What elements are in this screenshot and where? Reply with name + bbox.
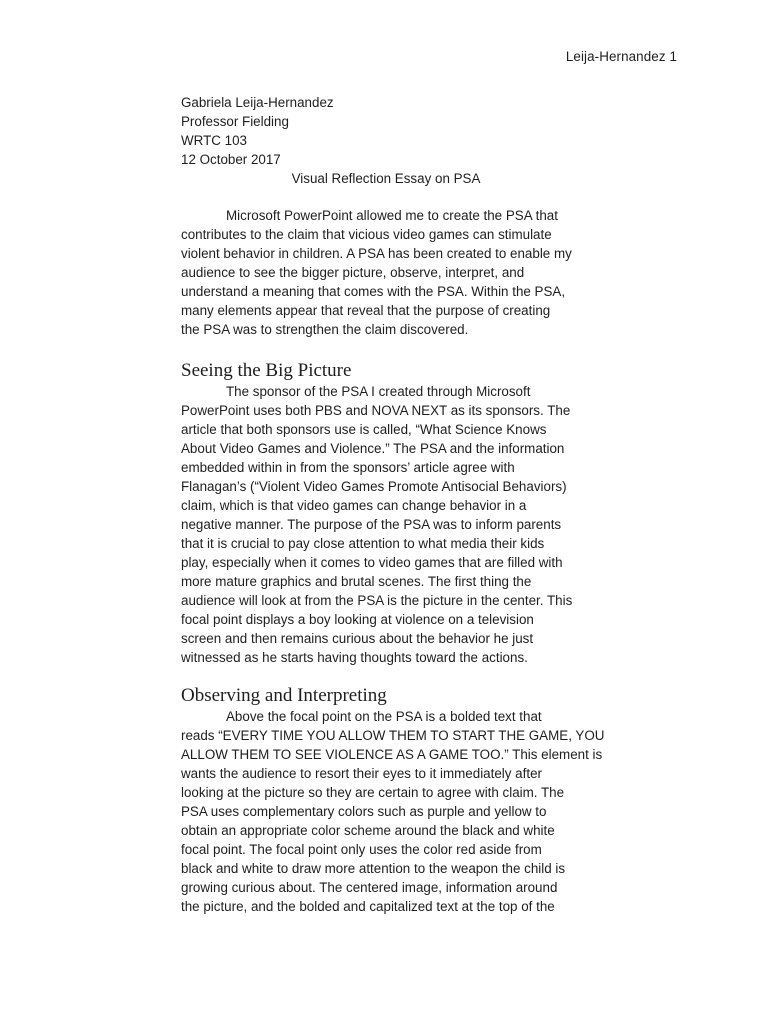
paragraph-line: many elements appear that reveal that the purpose of creating: [181, 303, 551, 318]
intro-paragraph: [181, 206, 591, 339]
paragraph-line: claim, which is that video games can change behavior in a: [181, 498, 527, 513]
paragraph-line: reads “EVERY TIME YOU ALLOW THEM TO START THE GAME, YOU: [181, 728, 605, 743]
paragraph-line: embedded within in from the sponsors’ article agree with: [181, 460, 515, 475]
paragraph-line: contributes to the claim that vicious video games can stimulate: [181, 227, 552, 242]
course-code: WRTC 103: [181, 133, 247, 148]
paragraph-line: growing curious about. The centered image, information around: [181, 880, 558, 895]
section-heading-observing: Observing and Interpreting: [181, 685, 387, 706]
paragraph-line: About Video Games and Violence.” The PSA and the information: [181, 441, 565, 456]
paragraph-line: black and white to draw more attention to the weapon the child is: [181, 861, 566, 876]
paragraph-line: article that both sponsors use is called, “What Science Knows: [181, 422, 547, 437]
essay-date: 12 October 2017: [181, 152, 281, 167]
essay-body: [181, 93, 605, 916]
paragraph-line: screen and then remains curious about the behavior he just: [181, 631, 534, 646]
paragraph-line: Flanagan’s (“Violent Video Games Promote Antisocial Behaviors): [181, 479, 567, 494]
paragraph-line: audience to see the bigger picture, observe, interpret, and: [181, 265, 525, 280]
paragraph-line: Microsoft PowerPoint allowed me to create the PSA that: [226, 208, 558, 223]
paragraph-line: ALLOW THEM TO SEE VIOLENCE AS A GAME TOO.” This element is: [181, 747, 603, 762]
author-name: Gabriela Leija-Hernandez: [181, 95, 334, 110]
professor-name: Professor Fielding: [181, 114, 289, 129]
paragraph-line: PowerPoint uses both PBS and NOVA NEXT as its sponsors. The: [181, 403, 571, 418]
paragraph-line: more mature graphics and brutal scenes. The first thing the: [181, 574, 532, 589]
mla-heading-block: [181, 93, 591, 169]
section-paragraph-big-picture: [181, 382, 591, 667]
essay-title: Visual Reflection Essay on PSA: [291, 171, 481, 186]
paragraph-line: looking at the picture so they are certain to agree with claim. The: [181, 785, 565, 800]
paragraph-line: witnessed as he starts having thoughts toward the actions.: [181, 650, 528, 665]
paragraph-line: PSA uses complementary colors such as purple and yellow to: [181, 804, 547, 819]
paragraph-line: the PSA was to strengthen the claim discovered.: [181, 322, 469, 337]
paragraph-line: focal point. The focal point only uses the color red aside from: [181, 842, 542, 857]
paragraph-line: The sponsor of the PSA I created through Microsoft: [226, 384, 531, 399]
paragraph-line: play, especially when it comes to video games that are filled with: [181, 555, 563, 570]
section-heading-big-picture: Seeing the Big Picture: [181, 360, 352, 381]
paragraph-line: that it is crucial to pay close attention to what media their kids: [181, 536, 545, 551]
paragraph-line: wants the audience to resort their eyes to it immediately after: [181, 766, 542, 781]
section-paragraph-observing: [181, 707, 605, 916]
paragraph-line: focal point displays a boy looking at violence on a television: [181, 612, 534, 627]
paragraph-line: Above the focal point on the PSA is a bolded text that: [226, 709, 542, 724]
running-header: Leija-Hernandez 1: [565, 49, 677, 64]
paragraph-line: violent behavior in children. A PSA has been created to enable my: [181, 246, 572, 261]
paragraph-line: understand a meaning that comes with the PSA. Within the PSA,: [181, 284, 566, 299]
paragraph-line: negative manner. The purpose of the PSA was to inform parents: [181, 517, 562, 532]
paragraph-line: obtain an appropriate color scheme around the black and white: [181, 823, 555, 838]
paragraph-line: audience will look at from the PSA is the picture in the center. This: [181, 593, 573, 608]
paragraph-line: the picture, and the bolded and capitalized text at the top of the: [181, 899, 555, 914]
